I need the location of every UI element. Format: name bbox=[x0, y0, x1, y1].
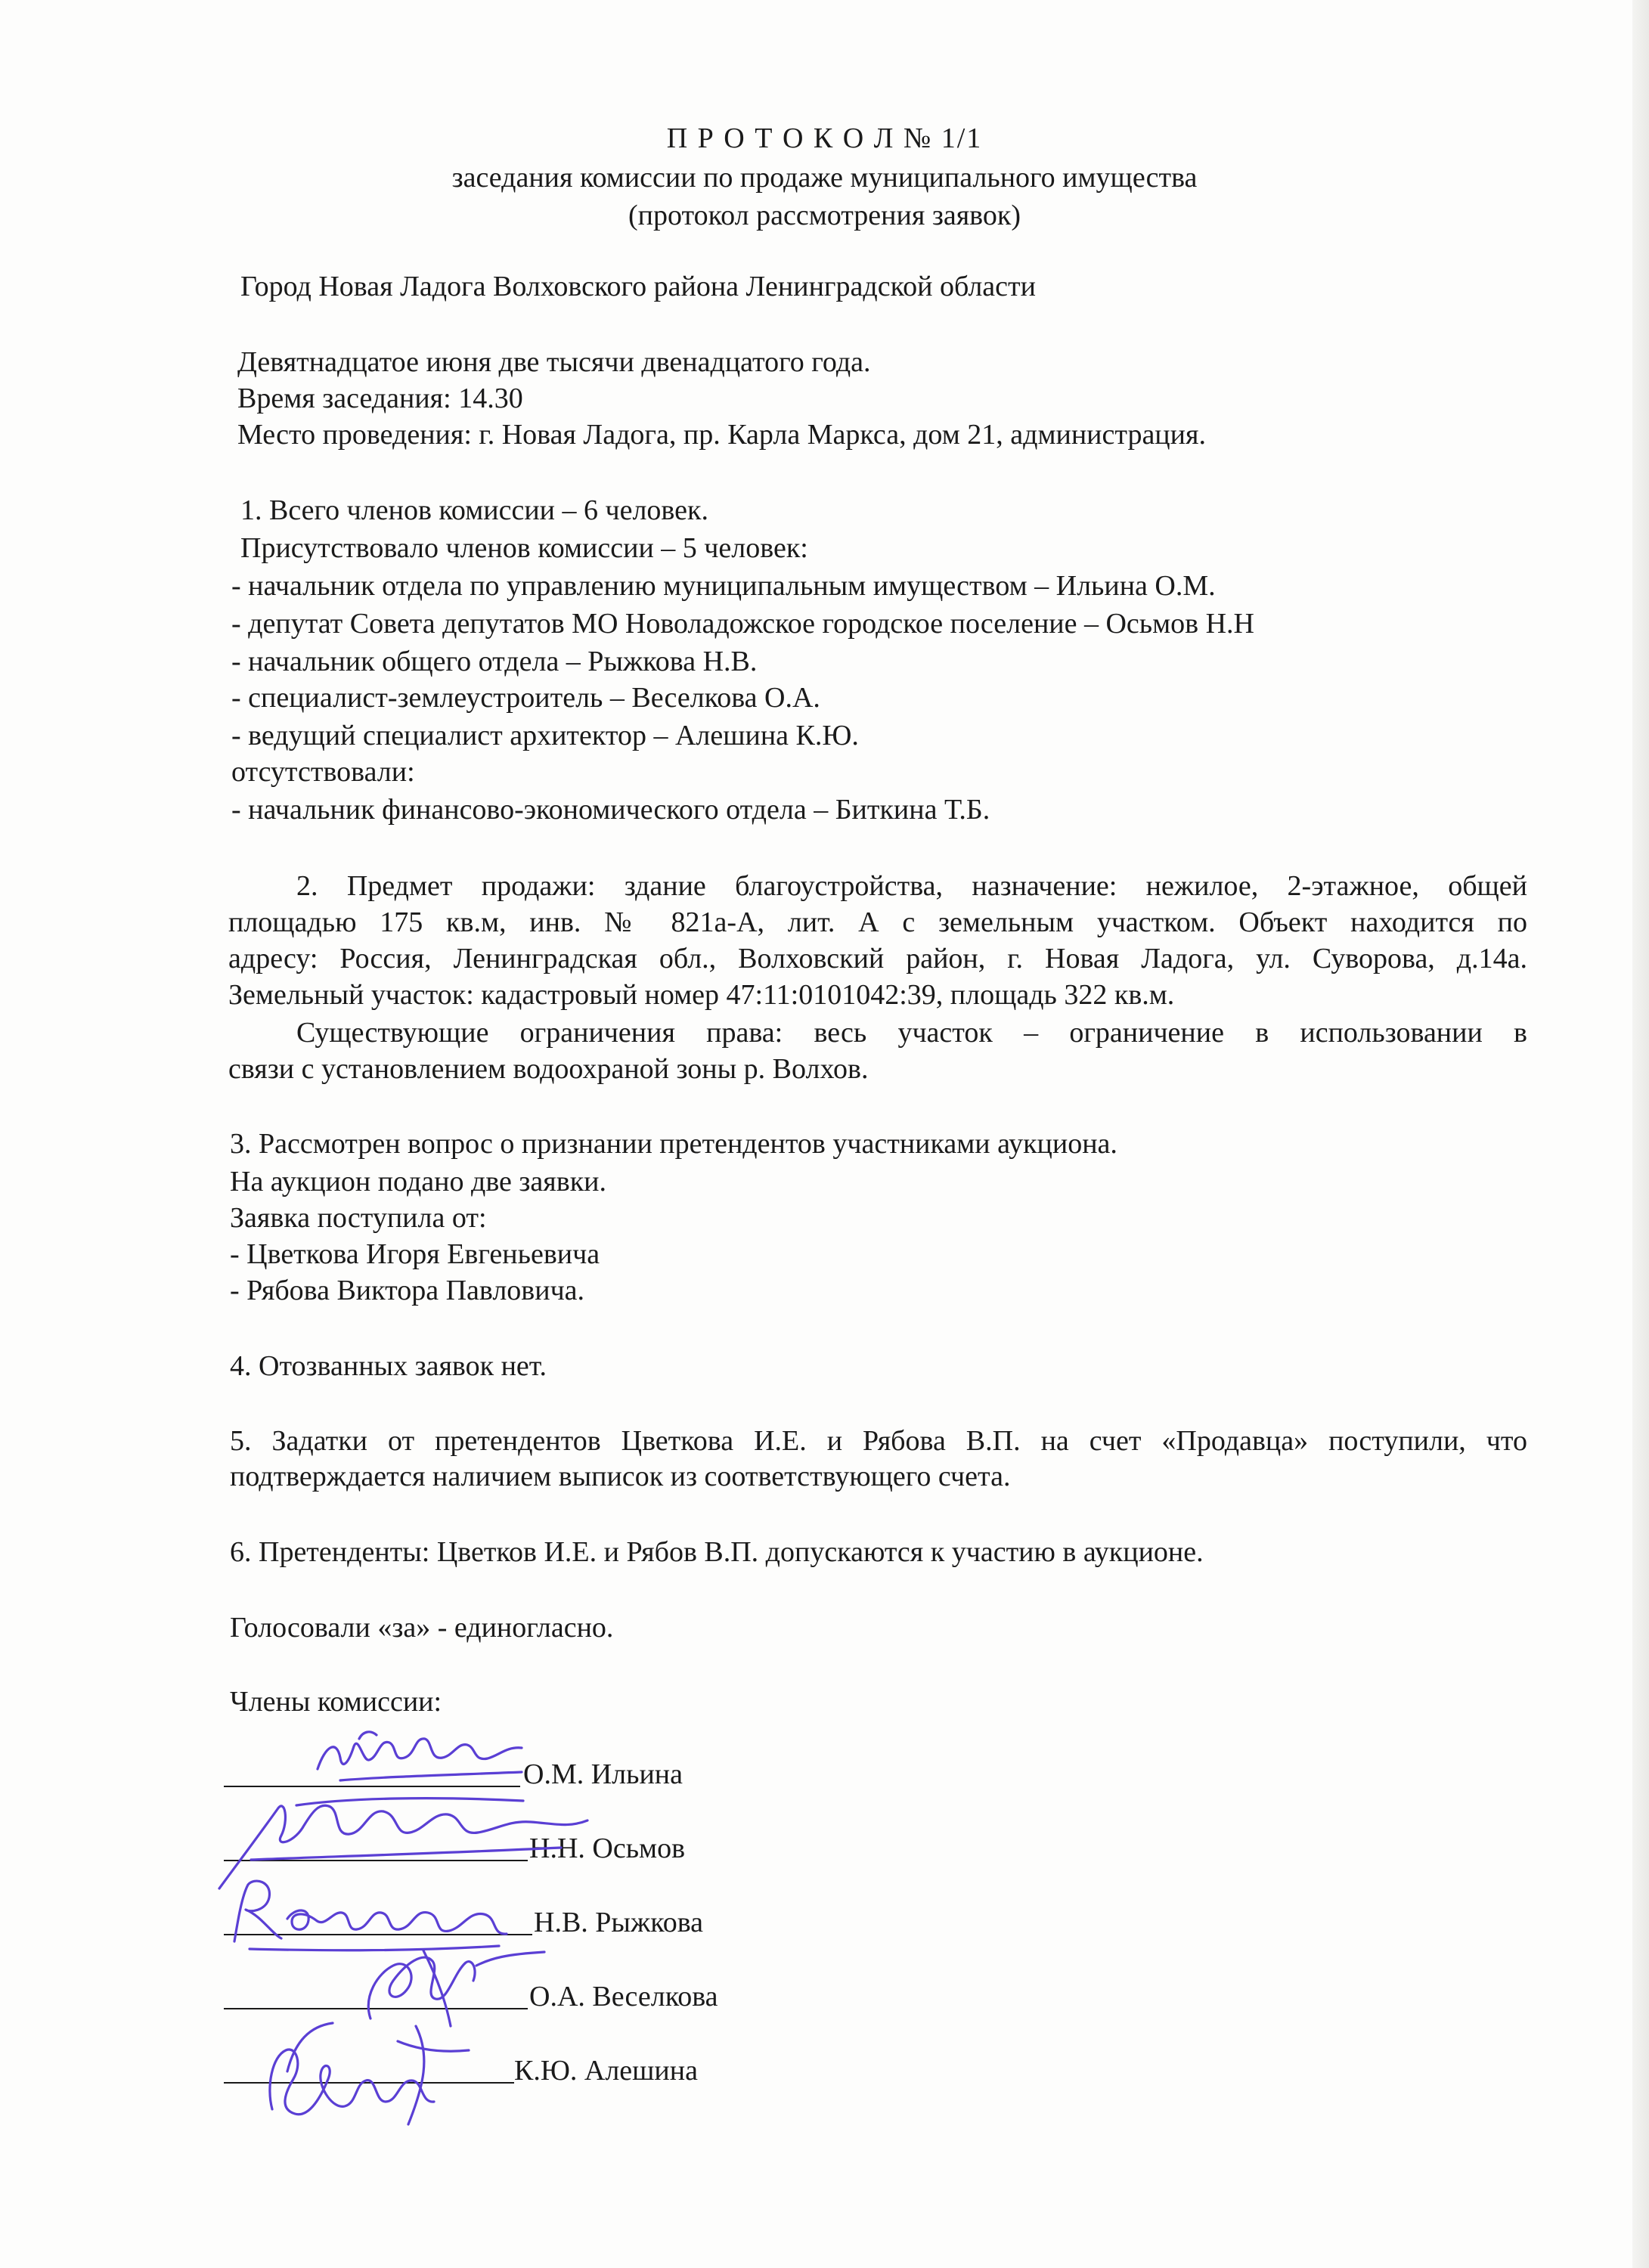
members-label: Члены комиссии: bbox=[230, 1686, 442, 1718]
subject-paragraph-line: 2. Предмет продажи: здание благоустройства, назначение: нежилое, 2-этажное, общей bbox=[296, 870, 1527, 902]
member-item: - начальник отдела по управлению муниципальным имуществом – Ильина О.М. bbox=[231, 570, 1216, 602]
member-item: - ведущий специалист архитектор – Алешина К.Ю. bbox=[231, 720, 859, 751]
commission-present: Присутствовало членов комиссии – 5 человек: bbox=[240, 532, 808, 564]
meeting-date: Девятнадцатое июня две тысячи двенадцатого года. bbox=[237, 346, 871, 378]
restriction-line: связи с установлением водоохраной зоны р. Волхов. bbox=[228, 1053, 869, 1085]
document-subtitle: заседания комиссии по продаже муниципального имущества bbox=[451, 162, 1198, 194]
section3-line: 3. Рассмотрен вопрос о признании претендентов участниками аукциона. bbox=[230, 1128, 1117, 1160]
signatory-name: О.М. Ильина bbox=[523, 1758, 683, 1790]
applicant-item: - Рябова Виктора Павловича. bbox=[230, 1275, 585, 1306]
restriction-line: Существующие ограничения права: весь участок – ограничение в использовании в bbox=[296, 1017, 1527, 1049]
vote-result: Голосовали «за» - единогласно. bbox=[230, 1612, 614, 1644]
member-item: - начальник общего отдела – Рыжкова Н.В. bbox=[231, 646, 758, 677]
applicant-item: - Цветкова Игоря Евгеньевича bbox=[230, 1238, 600, 1270]
document-title: П Р О Т О К О Л № 1/1 bbox=[666, 122, 983, 154]
subject-paragraph-line: Земельный участок: кадастровый номер 47:11:0101042:39, площадь 322 кв.м. bbox=[228, 979, 1175, 1011]
section5-line: 5. Задатки от претендентов Цветкова И.Е. и Рябова В.П. на счет «Продавца» поступили, что bbox=[230, 1425, 1527, 1457]
document-subtitle-note: (протокол рассмотрения заявок) bbox=[628, 200, 1021, 231]
section5-line: подтверждается наличием выписок из соответствующего счета. bbox=[230, 1461, 1011, 1492]
section3-line: Заявка поступила от: bbox=[230, 1202, 487, 1234]
signatory-name: К.Ю. Алешина bbox=[514, 2055, 698, 2087]
subject-paragraph-line: площадью 175 кв.м, инв. № 821а-А, лит. А с земельным участком. Объект находится по bbox=[228, 906, 1527, 938]
document-location: Город Новая Ладога Волховского района Ленинградской области bbox=[240, 271, 1036, 302]
subject-paragraph-line: адресу: Россия, Ленинградская обл., Волховский район, г. Новая Ладога, ул. Суворова, д.14а. bbox=[228, 943, 1527, 974]
paper-edge-shadow bbox=[1632, 0, 1649, 2268]
meeting-place: Место проведения: г. Новая Ладога, пр. Карла Маркса, дом 21, администрация. bbox=[237, 419, 1206, 451]
meeting-time: Время заседания: 14.30 bbox=[237, 383, 523, 414]
section3-line: На аукцион подано две заявки. bbox=[230, 1166, 607, 1198]
section6-text: 6. Претенденты: Цветков И.Е. и Рябов В.П. допускаются к участию в аукционе. bbox=[230, 1536, 1204, 1568]
section4-text: 4. Отозванных заявок нет. bbox=[230, 1350, 547, 1382]
signature-aleshina bbox=[250, 1996, 491, 2147]
signatory-name: О.А. Веселкова bbox=[529, 1981, 718, 2012]
absent-member: - начальник финансово-экономического отдела – Биткина Т.Б. bbox=[231, 794, 990, 826]
signatory-name: Н.В. Рыжкова bbox=[534, 1907, 704, 1938]
member-item: - специалист-землеустроитель – Веселкова О.А. bbox=[231, 682, 820, 714]
signatory-name: Н.Н. Осьмов bbox=[529, 1833, 686, 1864]
commission-total: 1. Всего членов комиссии – 6 человек. bbox=[240, 494, 708, 526]
member-item: - депутат Совета депутатов МО Новоладожское городское поселение – Осьмов Н.Н bbox=[231, 608, 1254, 640]
absent-label: отсутствовали: bbox=[231, 756, 415, 788]
